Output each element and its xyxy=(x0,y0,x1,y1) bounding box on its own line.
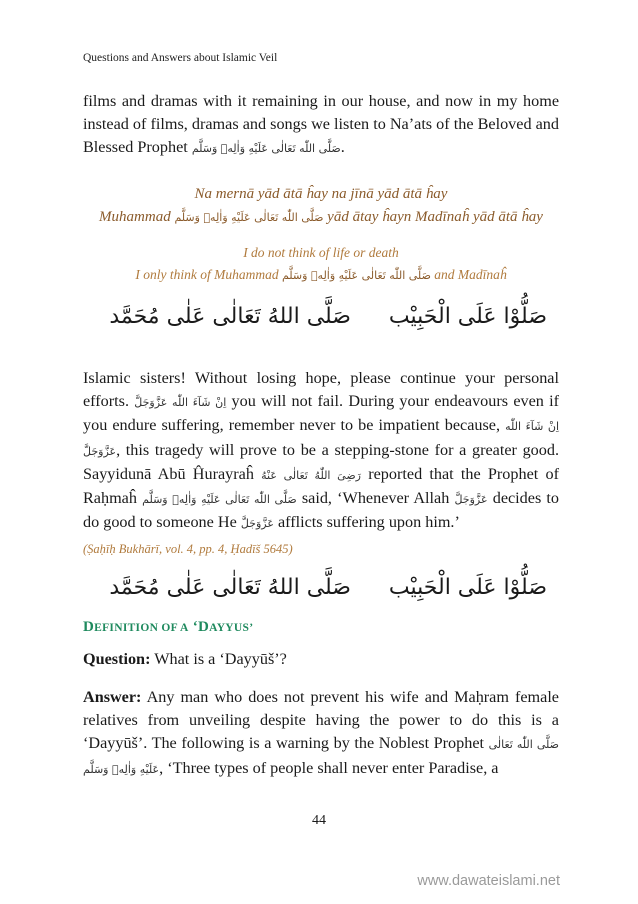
salutation-glyph: صَلَّى اللّٰه تَعَالٰى عَلَيْهِ وَاٰلِهٖ وَسَلَّم xyxy=(142,493,297,507)
paragraph-2-t4: reported that the Prophet of Raḥmaĥ xyxy=(83,464,559,508)
poem-line-1: Na mernā yād ātā ĥay na jīnā yād ātā ĥay xyxy=(194,186,448,202)
hadith-reference: (Ṣaḥīḥ Bukhārī, vol. 4, pp. 4, Ḥadīš 5645) xyxy=(83,542,293,556)
poem-line-2-b: yād ātay ĥayn Madīnaĥ yād ātā ĥay xyxy=(327,209,543,225)
salat-right: صَلُّوْا عَلَى الْحَبِيْب xyxy=(388,304,547,329)
question xyxy=(83,648,559,671)
salutation-glyph: صَلَّى اللّٰه تَعَالٰى عَلَيْهِ وَاٰلِهٖ وَسَلَّم xyxy=(174,211,324,224)
answer xyxy=(83,686,559,781)
poem-translation-1: I do not think of life or death xyxy=(243,245,399,260)
paragraph-2-t2: you will not fail. During your endeavours even if you endure suffering, remember never to be impatient because, xyxy=(83,392,560,435)
salat-right: صَلُّوْا عَلَى الْحَبِيْب xyxy=(388,575,547,600)
azza-glyph: عَزَّوَجَلَّ xyxy=(454,493,488,507)
inshallah-glyph: اِنْ شَآءَ اللّٰه عَزَّوَجَلَّ xyxy=(134,396,227,410)
paragraph-2-t7: afflicts suffering upon him.’ xyxy=(277,513,460,532)
salat-row-1 xyxy=(83,304,559,344)
inshallah-glyph: اِنْ شَآءَ اللّٰه عَزَّوَجَلَّ xyxy=(83,420,559,458)
section-heading xyxy=(83,619,253,636)
paragraph-1-end: . xyxy=(340,138,345,157)
poem-translation-2-a: I only think of Muhammad xyxy=(135,267,279,282)
salat-row-2 xyxy=(83,575,559,615)
poem-translation-2 xyxy=(83,263,559,287)
paragraph-1 xyxy=(83,90,559,161)
website-footer[interactable]: www.dawateislami.net xyxy=(417,873,560,889)
paragraph-2-t6: decides to do good to someone He xyxy=(83,489,560,532)
page-number: 44 xyxy=(312,813,326,828)
question-text: What is a ‘Dayyūš’? xyxy=(154,650,287,668)
poem-line-2-a: Muhammad xyxy=(99,209,171,225)
salutation-glyph: صَلَّى اللّٰه تَعَالٰى عَلَيْهِ وَاٰلِهٖ وَسَلَّم xyxy=(191,142,341,156)
paragraph-1-text: films and dramas with it remaining in our house, and now in my home instead of films, dramas and songs we listen to Na’ats of the Beloved and Blessed Prophet xyxy=(83,92,559,157)
answer-text: Any man who does not prevent his wife and Maḥram female relatives from unveiling despite having the power to do this is a ‘Dayyūš’. The following is a warning by the Noblest Prophet xyxy=(83,688,559,753)
radi-glyph: رَضِىَ اللّٰهُ تَعَالٰى عَنْهُ xyxy=(261,468,361,482)
paragraph-2-t1: Islamic sisters! Without losing hope, please continue your personal efforts. xyxy=(83,369,559,411)
answer-end: , ‘Three types of people shall never enter Paradise, a xyxy=(159,758,499,777)
paragraph-2 xyxy=(83,367,559,535)
running-header: Questions and Answers about Islamic Veil xyxy=(83,52,278,64)
heading-d: D xyxy=(83,619,95,635)
paragraph-2-t5: said, ‘Whenever Allah xyxy=(301,489,450,508)
poem-line-2 xyxy=(83,206,559,229)
heading-q: ‘D xyxy=(192,619,210,635)
salutation-glyph: صَلَّى اللّٰه تَعَالٰى عَلَيْهِ وَاٰلِهٖ وَسَلَّم xyxy=(281,269,431,282)
heading-ayyus: AYYUS’ xyxy=(209,622,254,634)
question-label: Question: xyxy=(83,650,151,668)
salutation-glyph: صَلَّى اللّٰه تَعَالٰى عَلَيْهِ وَاٰلِهٖ وَسَلَّم xyxy=(83,738,559,776)
poem-translation-2-b: and Madīnaĥ xyxy=(434,267,507,282)
paragraph-2-t3: , this tragedy will prove to be a stepping-stone for a greater good. Sayyidunā Abū Ĥurayraĥ xyxy=(83,440,559,483)
heading-efinition: EFINITION OF A xyxy=(94,622,189,634)
salat-left: صَلَّى اللهُ تَعَالٰى عَلٰى مُحَمَّد xyxy=(109,575,351,600)
answer-label: Answer: xyxy=(83,688,142,706)
azza-glyph: عَزَّوَجَلَّ xyxy=(240,517,274,531)
salat-left: صَلَّى اللهُ تَعَالٰى عَلٰى مُحَمَّد xyxy=(109,304,351,329)
